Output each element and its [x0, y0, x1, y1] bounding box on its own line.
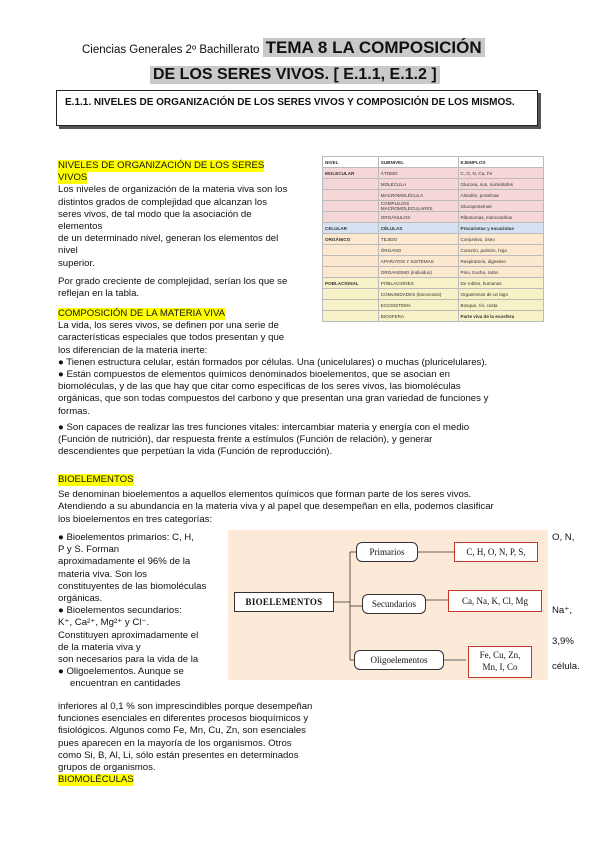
table-row	[323, 179, 544, 190]
table-cell-nivel	[323, 179, 379, 190]
bioelementos-section	[58, 474, 548, 526]
table-header-cell: EJEMPLOS	[458, 157, 543, 168]
table-header-cell: SUBNIVEL	[378, 157, 458, 168]
table-row	[323, 212, 544, 223]
table-cell-sub: COMUNIDADES (biocenosis)	[378, 289, 458, 300]
diagram-primarios: Primarios	[356, 542, 418, 562]
table-cell-nivel: POBLACIONAL	[323, 278, 379, 289]
table-cell-ej: Bosque, río, costa	[458, 300, 543, 311]
table-cell-ej: Almidón, proteínas	[458, 190, 543, 201]
table-cell-nivel	[323, 190, 379, 201]
table-cell-ej: C, O, N, Ca, Fe	[458, 168, 543, 179]
table-cell-sub: ORGÁNULOS	[378, 212, 458, 223]
table-row	[323, 168, 544, 179]
table-cell-sub: COMPLEJOS MACROMOLECULARES	[378, 201, 458, 212]
table-header-cell: NIVEL	[323, 157, 379, 168]
table-row	[323, 190, 544, 201]
table-cell-sub: MACROMOLÉCULA	[378, 190, 458, 201]
bioelementos-left-column: ● Bioelementos primarios: C, H, P y S. Forman aproximadamente el 96% de la materia viva. Son los constituyentes de las biomoléculas orgánicas. ● Bioelementos secundarios: K⁺, Ca²⁺, Mg²⁺ y Cl⁻. Constituyen aproximadamente el de la materia viva y son necesarios para la vida de la ● Oligoelementos. Aunque se encuentran en cantidades	[58, 532, 207, 690]
table-cell-ej: Conjuntivo, óseo	[458, 234, 543, 245]
table-row	[323, 278, 544, 289]
table-cell-nivel	[323, 201, 379, 212]
table-cell-ej: Glucoproteínas	[458, 201, 543, 212]
table-row	[323, 234, 544, 245]
table-row	[323, 289, 544, 300]
diagram-oligo-list: Fe, Cu, Zn, Mn, I, Co	[468, 646, 532, 678]
table-row	[323, 267, 544, 278]
table-row	[323, 201, 544, 212]
niveles-para2: Por grado creciente de complejidad, serían los que se reflejan en la tabla.	[58, 275, 288, 300]
composicion-heading: COMPOSICIÓN DE LA MATERIA VIVA	[58, 308, 226, 319]
niveles-heading-2: VIVOS	[58, 172, 88, 184]
right-cel: célula.	[552, 661, 580, 672]
table-cell-ej: Pino, trucha, ratón	[458, 267, 543, 278]
bullet-2: ● Están compuestos de elementos químicos denominados bioelementos, que se asocian en biomoléculas, y de las que hay que citar como específicas de los seres vivos, las biomoléculas orgánicas, que son todas compuestos del carbono y que presentan una gran variedad de funciones y formas.	[58, 369, 489, 417]
table-cell-sub: ÓRGANO	[378, 245, 458, 256]
bullet-3: ● Son capaces de realizar las tres funciones vitales: intercambiar materia y energía con el medio (Función de nutrición), dar respuesta frente a estímulos (Función de relación), y generar descendientes que perpetúan la vida (Función de reproducción).	[58, 421, 470, 458]
table-cell-ej: Organismos de un lago	[458, 289, 543, 300]
table-cell-sub: ECOSISTEMA	[378, 300, 458, 311]
table-row	[323, 245, 544, 256]
table-cell-sub: POBLACIONES	[378, 278, 458, 289]
oligo-paragraph: inferiores al 0,1 % son imprescindibles porque desempeñan funciones esenciales en diferentes procesos bioquímicos y fisiológicos. Algunos como Fe, Mn, Cu, Zn, son esenciales pues aparecen en la mayoría de los organismos. Otros como Si, B, Al, Li, sólo están presentes en determinados grupos de organismos. BIOMOLÉCULAS	[58, 701, 313, 786]
header-line-1	[82, 38, 485, 58]
table-row	[323, 256, 544, 267]
table-cell-ej: De robles, humanas	[458, 278, 543, 289]
diagram-oligo: Oligoelementos	[354, 650, 444, 670]
section-box-text: E.1.1. NIVELES DE ORGANIZACIÓN DE LOS SERES VIVOS Y COMPOSICIÓN DE LOS MISMOS.	[65, 97, 515, 108]
table-cell-sub: TEJIDO	[378, 234, 458, 245]
bioelementos-diagram	[228, 530, 548, 680]
table-cell-ej: Parte viva de la ecosfera	[458, 311, 543, 322]
table-cell-sub: ÁTOMO	[378, 168, 458, 179]
table-cell-nivel: CELULAR	[323, 223, 379, 234]
subject-label: Ciencias Generales 2º Bachillerato	[82, 44, 260, 56]
table-row	[323, 223, 544, 234]
table-cell-nivel	[323, 267, 379, 278]
diagram-root: BIOELEMENTOS	[234, 592, 334, 612]
section-box	[56, 90, 538, 126]
diagram-secundarios-list: Ca, Na, K, Cl, Mg	[448, 590, 542, 612]
table-cell-nivel	[323, 256, 379, 267]
composicion-section	[58, 308, 548, 458]
table-cell-ej: Glucosa, sus, nucleótidos	[458, 179, 543, 190]
table-cell-nivel: ORGÁNICO	[323, 234, 379, 245]
table-header-row	[323, 157, 544, 168]
table-cell-ej: Procariotas y eucariotas	[458, 223, 543, 234]
niveles-table	[322, 156, 544, 322]
right-na: Na⁺,	[552, 605, 572, 616]
biomoleculas-heading: BIOMOLÉCULAS	[58, 774, 134, 786]
table-cell-ej: Respiratorio, digestivo	[458, 256, 543, 267]
table-cell-sub: MOLÉCULA	[378, 179, 458, 190]
table-cell-nivel	[323, 289, 379, 300]
table-cell-sub: ORGANISMO (individuo)	[378, 267, 458, 278]
bioelementos-heading: BIOELEMENTOS	[58, 474, 134, 485]
diagram-primarios-list: C, H, O, N, P, S,	[454, 542, 538, 562]
tema-label: TEMA 8 LA COMPOSICIÓN	[263, 38, 485, 57]
niveles-heading-1: NIVELES DE ORGANIZACIÓN DE LOS SERES	[58, 160, 265, 171]
niveles-section	[58, 160, 308, 300]
table-cell-sub: APARATOS Y SISTEMAS	[378, 256, 458, 267]
table-cell-ej: Corazón, pulmón, hoja	[458, 245, 543, 256]
table-cell-ej: Ribosomas, mitocondrias	[458, 212, 543, 223]
diagram-secundarios: Secundarios	[362, 594, 426, 614]
table-cell-nivel	[323, 245, 379, 256]
table-cell-sub: CÉLULAS	[378, 223, 458, 234]
bullet-1: ● Tienen estructura celular, están formados por células. Una (unicelulares) o muchas (pluricelulares).	[58, 356, 488, 368]
composicion-para: La vida, los seres vivos, se definen por una serie de características especiales que todos presentan y que los diferencian de la materia inerte:	[58, 320, 285, 356]
page-title: DE LOS SERES VIVOS. [ E.1.1, E.1.2 ]	[150, 66, 440, 84]
niveles-para1: Los niveles de organización de la materia viva son los distintos grados de complejidad que alcanzan los seres vivos, de tal modo que la asociación de elementos de un determinado nivel, generan los elementos del nivel superior.	[58, 184, 288, 269]
right-pct: 3,9%	[552, 636, 574, 647]
niveles-table-wrap	[322, 156, 544, 322]
table-cell-nivel	[323, 212, 379, 223]
bioelementos-intro: Se denominan bioelementos a aquellos elementos químicos que forman parte de los seres vivos. Atendiendo a su abundancia en la materia viva y al papel que desempeñan en ella, podemos clasificar los bioelementos en tres categorías:	[58, 489, 494, 525]
right-on: O, N,	[552, 532, 575, 543]
table-cell-sub: BIOSFERA	[378, 311, 458, 322]
table-cell-nivel: MOLECULAR	[323, 168, 379, 179]
